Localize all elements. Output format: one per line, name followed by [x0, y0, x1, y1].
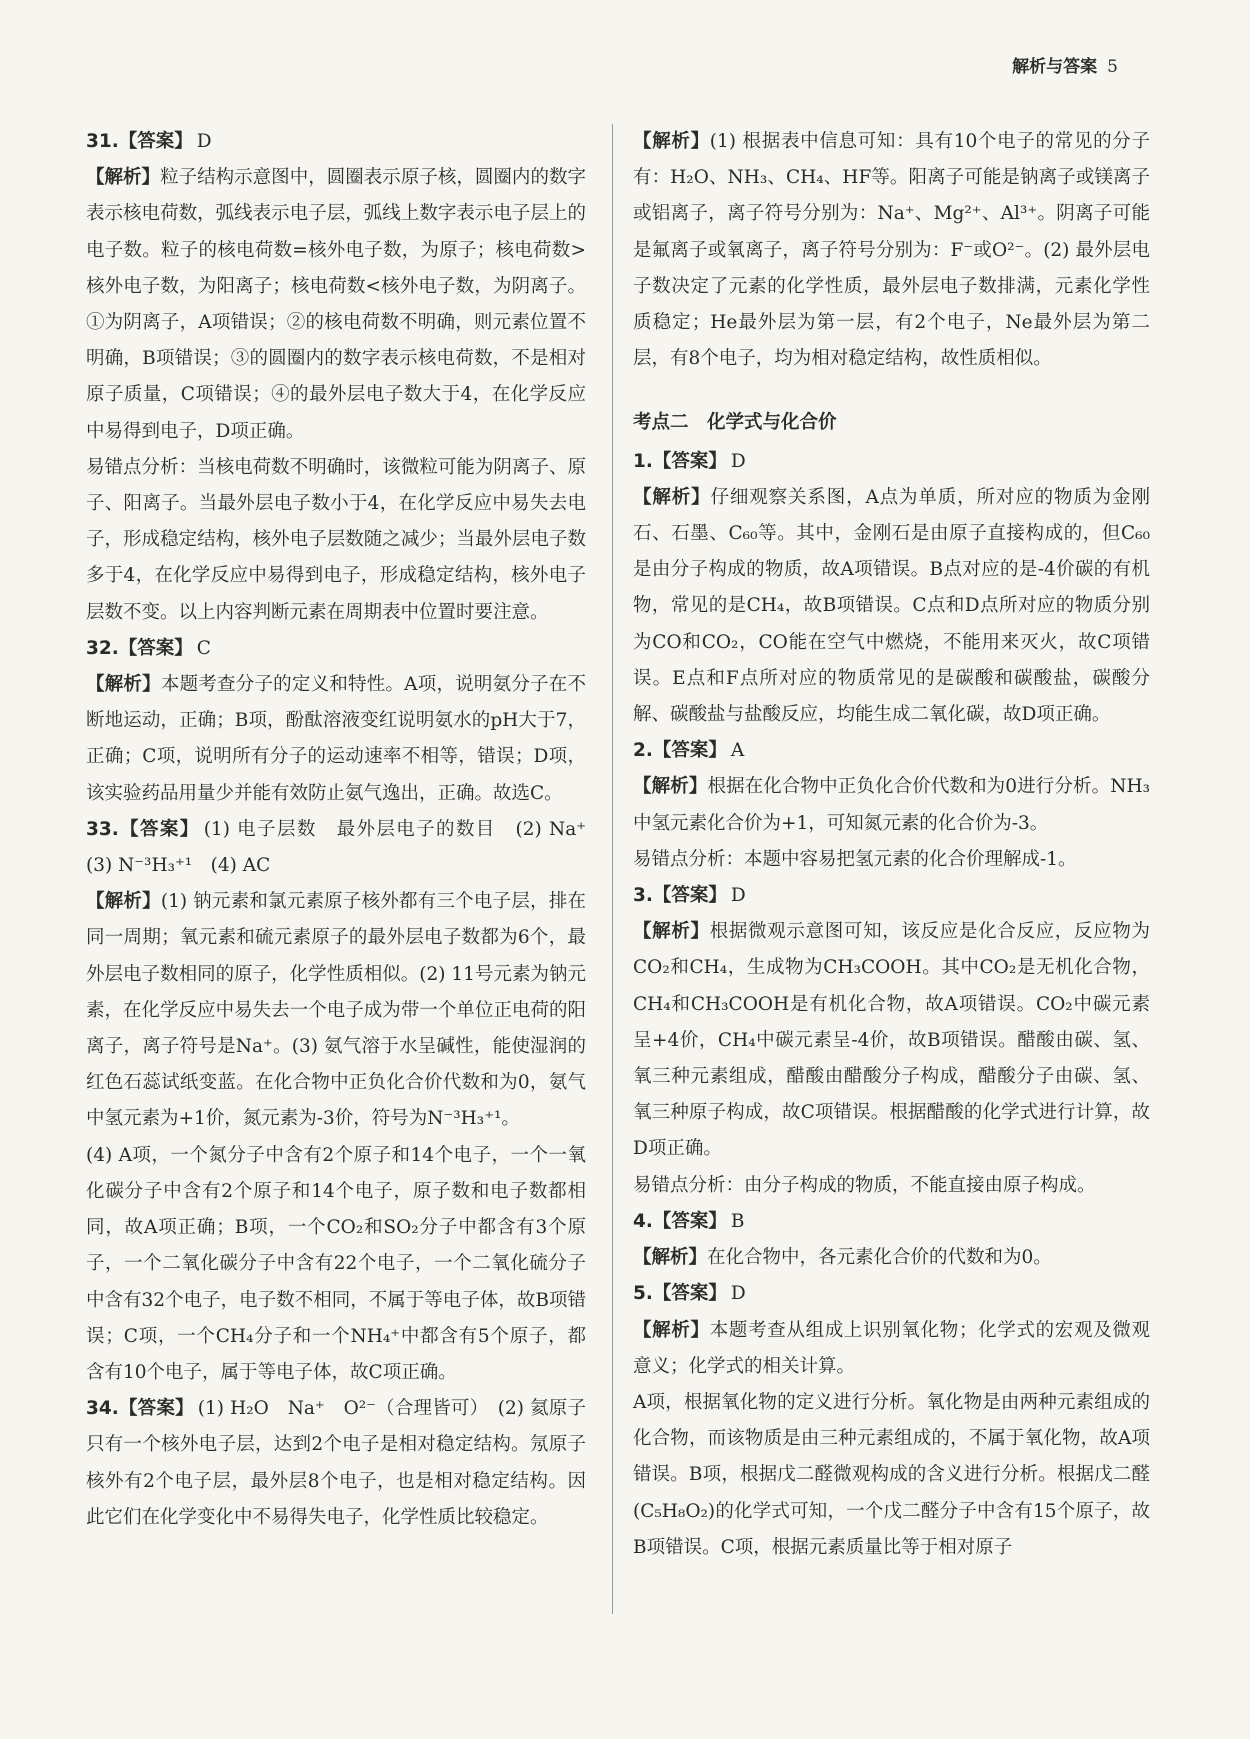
explanation-text: 在化合物中，各元素化合价的代数和为0。	[707, 1247, 1052, 1269]
answer-label: 33.【答案】	[86, 818, 200, 840]
explanation-label: 【解析】	[633, 1319, 710, 1341]
column-divider	[612, 124, 613, 1614]
answer-label: 2.【答案】	[633, 740, 727, 762]
answer-label: 32.【答案】	[86, 637, 193, 659]
answer-line	[86, 1391, 586, 1536]
answer-value: (1) H₂O Na⁺ O²⁻（合理皆可） (2) 氦原子只有一个核外电子层，达到2个电子是相对稳定结构。氖原子核外有2个电子层，最外层8个电子，也是相对稳定结构。因此它们在化学变化中不易得失电子，化学性质比较稳定。	[86, 1398, 586, 1528]
explanation-paragraph	[633, 769, 1150, 841]
answer-line	[633, 733, 1150, 769]
paragraph-text: (4) A项，一个氮分子中含有2个原子和14个电子，一个一氧化碳分子中含有2个原子和14个电子，原子数和电子数都相同，故A项正确；B项，一个CO₂和SO₂分子中都含有3个原子，一个二氧化碳分子中含有22个电子，一个二氧化硫分子中含有32个电子，电子数不相同，不属于等电子体，故B项错误；C项，一个CH₄分子和一个NH₄⁺中都含有5个原子，都含有10个电子，属于等电子体，故C项正确。	[86, 1144, 586, 1383]
explanation-paragraph	[86, 884, 586, 1137]
page-number: 5	[1107, 57, 1118, 77]
paragraph-text: 易错点分析：由分子构成的物质，不能直接由原子构成。	[633, 1174, 1096, 1196]
answer-line	[86, 812, 605, 884]
explanation-text: 粒子结构示意图中，圆圈表示原子核，圆圈内的数字表示核电荷数，弧线表示电子层，弧线上数字表示电子层上的电子数。粒子的核电荷数=核外电子数，为原子；核电荷数>核外电子数，为阳离子；核电荷数<核外电子数，为阴离子。①为阴离子，A项错误；②的核电荷数不明确，则元素位置不明确，B项错误；③的圆圈内的数字表示核电荷数，不是相对原子质量，C项错误；④的最外层电子数大于4，在化学反应中易得到电子，D项正确。	[86, 167, 586, 442]
answer-value: B	[730, 1210, 745, 1232]
explanation-label: 【解析】	[633, 776, 708, 798]
explanation-paragraph	[86, 160, 586, 450]
answer-value: A	[730, 740, 745, 762]
answer-value: D	[730, 1283, 746, 1305]
explanation-paragraph	[633, 914, 1150, 1167]
answer-label: 3.【答案】	[633, 885, 727, 907]
body-paragraph	[86, 1138, 586, 1391]
explanation-paragraph	[633, 124, 1150, 377]
explanation-paragraph	[633, 480, 1150, 733]
body-paragraph	[86, 450, 586, 631]
answer-line	[633, 1204, 1150, 1240]
explanation-label: 【解析】	[633, 131, 710, 152]
body-paragraph	[633, 1385, 1150, 1566]
answer-label: 4.【答案】	[633, 1210, 727, 1232]
explanation-paragraph	[86, 667, 586, 812]
answer-value: D	[196, 131, 212, 152]
explanation-label: 【解析】	[86, 674, 161, 696]
answer-value: (1) 电子层数 最外层电子的数目 (2) Na⁺ (3) N⁻³H₃⁺¹ (4) AC	[86, 818, 605, 877]
paragraph-text: A项，根据氧化物的定义进行分析。氧化物是由两种元素组成的化合物，而该物质是由三种元素组成的，不属于氧化物，故A项错误。B项，根据戊二醛微观构成的含义进行分析。根据戊二醛(C₅H₈O₂)的化学式可知，一个戊二醛分子中含有15个原子，故B项错误。C项，根据元素质量比等于相对原子	[633, 1391, 1150, 1558]
answer-line	[86, 631, 586, 667]
right-column	[633, 124, 1150, 1566]
paragraph-text: 易错点分析：当核电荷数不明确时，该微粒可能为阴离子、原子、阳离子。当最外层电子数小于4，在化学反应中易失去电子，形成稳定结构，核外电子层数随之减少；当最外层电子数多于4，在化学反应中易得到电子，形成稳定结构，核外电子层数不变。以上内容判断元素在周期表中位置时要注意。	[86, 456, 586, 623]
answer-line	[86, 124, 586, 160]
section-title: 考点二 化学式与化合价	[633, 412, 837, 434]
answer-label: 5.【答案】	[633, 1283, 727, 1305]
explanation-text: 根据微观示意图可知，该反应是化合反应，反应物为CO₂和CH₄，生成物为CH₃COOH。其中CO₂是无机化合物，CH₄和CH₃COOH是有机化合物，故A项错误。CO₂中碳元素呈+4价，CH₄中碳元素呈-4价，故B项错误。醋酸由碳、氢、氧三种元素组成，醋酸由醋酸分子构成，醋酸分子由碳、氢、氧三种原子构成，故C项错误。根据醋酸的化学式进行计算，故D项正确。	[633, 921, 1150, 1160]
body-paragraph	[633, 1168, 1150, 1204]
explanation-paragraph	[633, 1313, 1150, 1385]
paragraph-text: 易错点分析：本题中容易把氢元素的化合价理解成-1。	[633, 848, 1077, 870]
answer-label: 1.【答案】	[633, 450, 727, 472]
answer-label: 31.【答案】	[86, 131, 193, 152]
answer-line	[633, 1276, 1150, 1312]
answer-value: D	[730, 450, 746, 472]
answer-label: 34.【答案】	[86, 1398, 194, 1420]
explanation-text: 仔细观察关系图，A点为单质，所对应的物质为金刚石、石墨、C₆₀等。其中，金刚石是由原子直接构成的，但C₆₀是由分子构成的物质，故A项错误。B点对应的是-4价碳的有机物，常见的是CH₄，故B项错误。C点和D点所对应的物质分别为CO和CO₂，CO能在空气中燃烧，不能用来灭火，故C项错误。E点和F点所对应的物质常见的是碳酸和碳酸盐，碳酸分解、碳酸盐与盐酸反应，均能生成二氧化碳，故D项正确。	[633, 486, 1150, 726]
explanation-text: 根据在化合物中正负化合价代数和为0进行分析。NH₃中氢元素化合价为+1，可知氮元素的化合价为-3。	[633, 776, 1150, 834]
answer-line	[633, 444, 1150, 480]
explanation-label: 【解析】	[86, 167, 161, 189]
left-column	[86, 124, 605, 1536]
answer-value: D	[730, 885, 746, 907]
body-paragraph	[633, 842, 1150, 878]
explanation-label: 【解析】	[633, 1247, 708, 1269]
running-header	[1012, 52, 1118, 77]
explanation-label: 【解析】	[86, 891, 161, 913]
explanation-label: 【解析】	[633, 921, 710, 943]
explanation-text: (1) 根据表中信息可知：具有10个电子的常见的分子有：H₂O、NH₃、CH₄、HF等。阳离子可能是钠离子或镁离子或铝离子，离子符号分别为：Na⁺、Mg²⁺、Al³⁺。阴离子可能是氟离子或氧离子，离子符号分别为：F⁻或O²⁻。(2) 最外层电子数决定了元素的化学性质，最外层电子数排满，元素化学性质稳定；He最外层为第一层，有2个电子，Ne最外层为第二层，有8个电子，均为相对稳定结构，故性质相似。	[633, 131, 1150, 370]
answer-line	[633, 878, 1150, 914]
explanation-paragraph	[633, 1240, 1150, 1276]
explanation-text: (1) 钠元素和氯元素原子核外都有三个电子层，排在同一周期；氧元素和硫元素原子的最外层电子数都为6个，最外层电子数相同的原子，化学性质相似。(2) 11号元素为钠元素，在化学反应中易失去一个电子成为带一个单位正电荷的阳离子，离子符号是Na⁺。(3) 氨气溶于水呈碱性，能使湿润的红色石蕊试纸变蓝。在化合物中正负化合价代数和为0，氨气中氢元素为+1价，氮元素为-3价，符号为N⁻³H₃⁺¹。	[86, 891, 586, 1130]
explanation-text: 本题考查从组成上识别氧化物；化学式的宏观及微观意义；化学式的相关计算。	[633, 1319, 1150, 1377]
explanation-label: 【解析】	[633, 486, 711, 508]
section-heading	[633, 405, 1150, 441]
header-title: 解析与答案	[1012, 57, 1098, 77]
explanation-text: 本题考查分子的定义和特性。A项，说明氨分子在不断地运动，正确；B项，酚酞溶液变红说明氨水的pH大于7，正确；C项，说明所有分子的运动速率不相等，错误；D项，该实验药品用量少并能有效防止氨气逸出，正确。故选C。	[86, 674, 586, 804]
answer-value: C	[196, 637, 211, 659]
